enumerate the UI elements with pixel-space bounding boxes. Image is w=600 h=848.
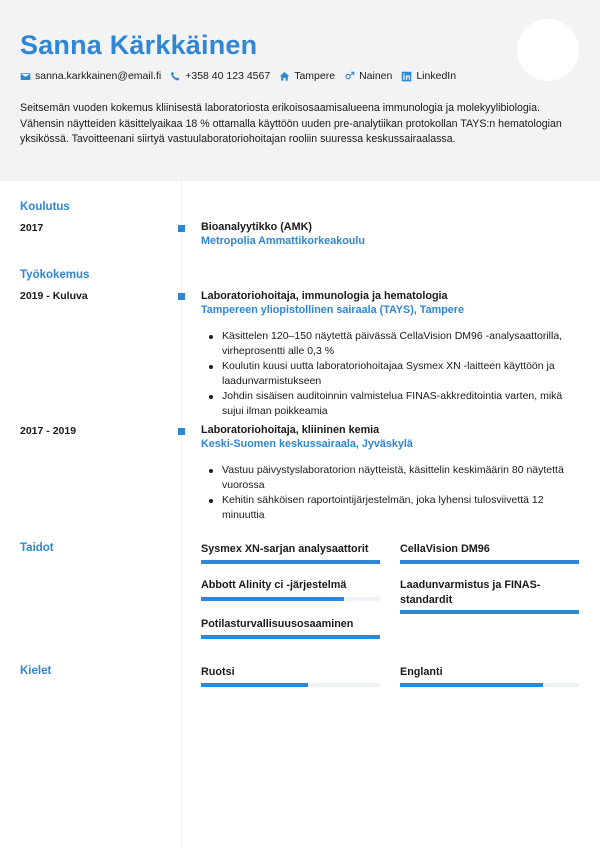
experience-bullets <box>201 463 586 523</box>
skill-name: Sysmex XN-sarjan analysaattorit <box>201 543 369 555</box>
language-level-fill <box>400 683 543 687</box>
language-item <box>201 665 380 680</box>
contact-city <box>279 70 335 82</box>
skill-level-bar <box>400 560 579 564</box>
contact-row <box>20 69 465 83</box>
phone-text: +358 40 123 4567 <box>185 70 271 82</box>
linkedin-text: LinkedIn <box>416 70 457 82</box>
contact-email[interactable] <box>20 70 161 82</box>
candidate-name: Sanna Kärkkäinen <box>20 30 258 60</box>
timeline-marker <box>178 225 185 232</box>
list-item: Käsittelen 120–150 näytettä päivässä CellaVision DM96 -analysaattorilla, virheprosentti alle 0,3 % <box>201 329 586 359</box>
education-degree: Bioanalyytikko (AMK) <box>201 221 312 233</box>
city-text: Tampere <box>294 70 336 82</box>
education-school: Metropolia Ammattikorkeakoulu <box>201 235 365 247</box>
list-item: Johdin sisäisen auditoinnin valmistelua FINAS-akkreditointia varten, mikä sujui ilman poikkeamia <box>201 389 586 419</box>
header-band <box>0 0 600 181</box>
section-title-education: Koulutus <box>20 201 70 213</box>
experience-date: 2019 - Kuluva <box>20 290 88 302</box>
skill-level-fill <box>400 560 579 564</box>
skill-level-bar <box>201 560 380 564</box>
gender-icon <box>344 71 355 82</box>
timeline-divider <box>181 181 182 848</box>
phone-icon <box>170 71 181 82</box>
language-level-fill <box>201 683 308 687</box>
skill-item <box>201 542 380 557</box>
skill-level-fill <box>400 610 579 614</box>
profile-photo-placeholder <box>517 19 579 81</box>
experience-bullets <box>201 329 586 419</box>
section-title-skills: Taidot <box>20 542 54 554</box>
experience-role: Laboratoriohoitaja, kliininen kemia <box>201 424 380 436</box>
skill-level-fill <box>201 635 380 639</box>
envelope-icon <box>20 71 31 82</box>
experience-employer: Keski-Suomen keskussairaala, Jyväskylä <box>201 438 413 450</box>
email-text: sanna.karkkainen@email.fi <box>35 70 162 82</box>
contact-phone[interactable] <box>170 70 270 82</box>
skill-item <box>400 542 579 557</box>
skill-item <box>201 617 380 632</box>
language-name: Ruotsi <box>201 666 235 678</box>
language-item <box>400 665 579 680</box>
skill-level-fill <box>201 597 344 601</box>
skill-level-fill <box>201 560 380 564</box>
list-item: Vastuu päivystyslaboratorion näytteistä, käsittelin keskimäärin 80 näytettä vuorossa <box>201 463 586 493</box>
language-level-bar <box>400 683 579 687</box>
contact-gender <box>344 70 392 82</box>
timeline-marker <box>178 293 185 300</box>
skill-item <box>201 578 380 593</box>
experience-role: Laboratoriohoitaja, immunologia ja hematologia <box>201 290 448 302</box>
skill-name: Abbott Alinity ci -järjestelmä <box>201 579 347 591</box>
list-item: Kehitin sähköisen raportointijärjestelmän, joka lyhensi tulosviivettä 12 minuuttia <box>201 493 586 523</box>
section-title-languages: Kielet <box>20 665 52 677</box>
list-item: Koulutin kuusi uutta laboratoriohoitajaa Sysmex XN -laitteen käyttöön ja laadunvarmistukseen <box>201 359 586 389</box>
experience-date: 2017 - 2019 <box>20 425 77 437</box>
home-icon <box>279 71 290 82</box>
skill-item <box>400 578 570 607</box>
linkedin-icon <box>401 71 412 82</box>
experience-employer: Tampereen yliopistollinen sairaala (TAYS), Tampere <box>201 304 465 316</box>
skill-name: Laadunvarmistus ja FINAS-standardit <box>400 579 541 606</box>
language-level-bar <box>201 683 380 687</box>
contact-linkedin[interactable] <box>401 70 456 82</box>
section-title-experience: Työkokemus <box>20 269 90 281</box>
language-name: Englanti <box>400 666 443 678</box>
profile-summary: Seitsemän vuoden kokemus kliinisestä laboratoriosta erikoisosaamisalueena immunologia ja molekyylibiologia. Vähensin näytteiden käsittelyaikaa 18 % ottamalla käyttöön uuden pre-analytiikan protokollan TAYS:n hematologian yksikössä. Tavoitteenani siirtyä vastuulaboratoriohoitajan rooliin suuressa keskussairaalassa. <box>20 102 562 145</box>
skill-name: CellaVision DM96 <box>400 543 490 555</box>
gender-text: Nainen <box>359 70 393 82</box>
skill-level-bar <box>201 597 380 601</box>
skill-level-bar <box>400 610 579 614</box>
education-date: 2017 <box>20 222 44 234</box>
skill-level-bar <box>201 635 380 639</box>
timeline-marker <box>178 428 185 435</box>
skill-name: Potilasturvallisuusosaaminen <box>201 618 354 630</box>
